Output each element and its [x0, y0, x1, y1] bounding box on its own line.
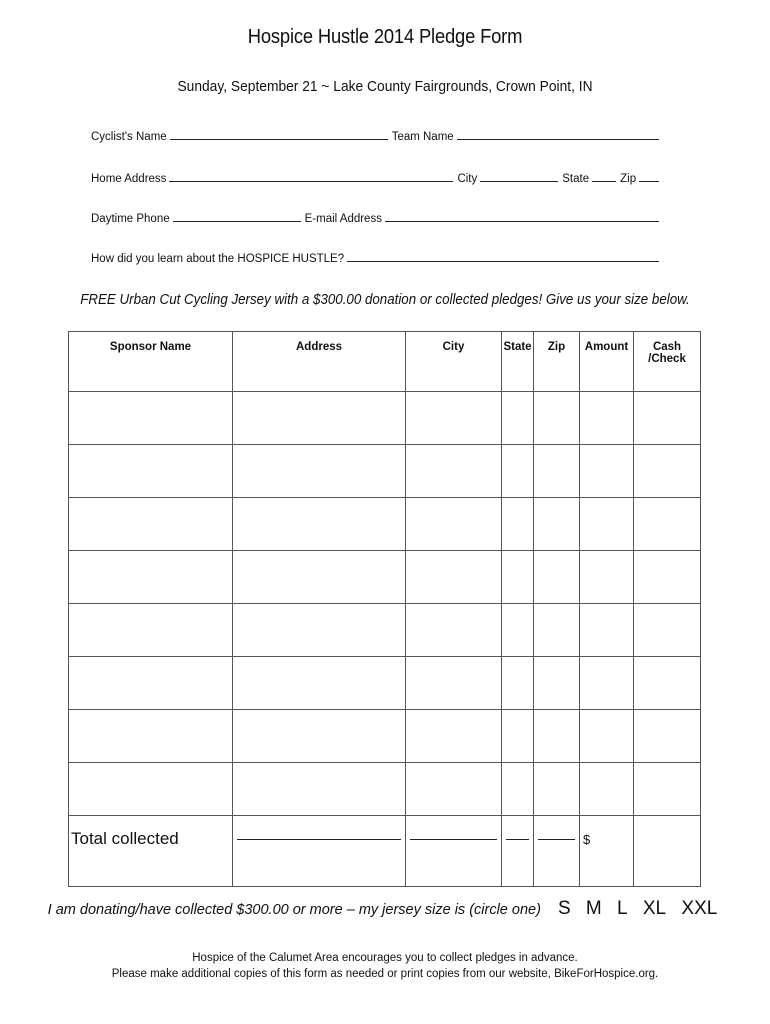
table-row — [69, 498, 701, 551]
cell-city[interactable] — [406, 498, 502, 551]
cell-amount[interactable] — [580, 604, 634, 657]
cell-cash-check[interactable] — [634, 763, 701, 816]
cell-sponsor-name[interactable] — [69, 604, 233, 657]
zip-field[interactable] — [639, 179, 659, 182]
cell-sponsor-name[interactable] — [69, 657, 233, 710]
col-state: State — [502, 332, 534, 392]
size-l[interactable]: L — [617, 898, 628, 919]
email-field[interactable] — [385, 219, 659, 222]
total-label: Total collected — [71, 829, 179, 848]
cell-state[interactable] — [502, 392, 534, 445]
total-city-blank[interactable] — [410, 839, 497, 840]
home-address-field[interactable] — [169, 179, 453, 182]
col-sponsor-name: Sponsor Name — [69, 332, 233, 392]
address-row — [91, 165, 663, 185]
col-address: Address — [233, 332, 406, 392]
cell-zip[interactable] — [534, 657, 580, 710]
cyclist-team-row — [91, 123, 663, 143]
cell-state[interactable] — [502, 551, 534, 604]
cell-city[interactable] — [406, 392, 502, 445]
cell-zip[interactable] — [534, 763, 580, 816]
footer — [0, 950, 770, 982]
contact-row — [91, 205, 663, 225]
cell-cash-check[interactable] — [634, 604, 701, 657]
cell-cash-check[interactable] — [634, 710, 701, 763]
state-label: State — [562, 173, 590, 185]
cell-sponsor-name[interactable] — [69, 392, 233, 445]
learn-row — [91, 245, 663, 265]
cell-zip[interactable] — [534, 551, 580, 604]
table-row — [69, 445, 701, 498]
cell-cash-check[interactable] — [634, 498, 701, 551]
table-row — [69, 392, 701, 445]
cell-amount[interactable] — [580, 657, 634, 710]
city-label: City — [457, 173, 478, 185]
email-label: E-mail Address — [304, 213, 382, 225]
col-amount: Amount — [580, 332, 634, 392]
cell-amount[interactable] — [580, 710, 634, 763]
size-m[interactable]: M — [585, 898, 602, 919]
cell-address[interactable] — [233, 498, 406, 551]
cell-address[interactable] — [233, 604, 406, 657]
cell-address[interactable] — [233, 657, 406, 710]
table-row — [69, 657, 701, 710]
size-xxl[interactable]: XXL — [681, 898, 718, 919]
table-header-row — [69, 332, 701, 392]
cell-amount[interactable] — [580, 392, 634, 445]
cell-sponsor-name[interactable] — [69, 551, 233, 604]
cell-state[interactable] — [502, 710, 534, 763]
team-name-field[interactable] — [457, 137, 659, 140]
jersey-statement: I am donating/have collected $300.00 or more – my jersey size is (circle one) — [47, 902, 541, 918]
cell-state[interactable] — [502, 657, 534, 710]
size-xl[interactable]: XL — [642, 898, 667, 919]
cell-sponsor-name[interactable] — [69, 710, 233, 763]
cell-zip[interactable] — [534, 392, 580, 445]
cell-cash-check[interactable] — [634, 551, 701, 604]
footer-line-2: Please make additional copies of this form as needed or print copies from our website, BikeForHospice.org. — [111, 968, 659, 980]
cell-city[interactable] — [406, 763, 502, 816]
cell-address[interactable] — [233, 392, 406, 445]
learn-field[interactable] — [347, 259, 659, 262]
cell-address[interactable] — [233, 551, 406, 604]
home-address-label: Home Address — [91, 173, 167, 185]
total-row — [69, 816, 701, 887]
cell-sponsor-name[interactable] — [69, 763, 233, 816]
team-name-label: Team Name — [391, 131, 454, 143]
cell-zip[interactable] — [534, 710, 580, 763]
cell-city[interactable] — [406, 710, 502, 763]
cell-address[interactable] — [233, 763, 406, 816]
cell-amount[interactable] — [580, 445, 634, 498]
cyclist-name-label: Cyclist's Name — [91, 131, 167, 143]
cell-state[interactable] — [502, 445, 534, 498]
cell-cash-check[interactable] — [634, 392, 701, 445]
cell-city[interactable] — [406, 551, 502, 604]
cell-city[interactable] — [406, 604, 502, 657]
daytime-phone-field[interactable] — [173, 219, 301, 222]
jersey-sizes — [553, 898, 722, 919]
cell-zip[interactable] — [534, 445, 580, 498]
cell-amount[interactable] — [580, 498, 634, 551]
col-zip: Zip — [534, 332, 580, 392]
total-amount-cell[interactable] — [580, 816, 634, 887]
zip-label: Zip — [620, 173, 637, 185]
city-field[interactable] — [480, 179, 558, 182]
cell-amount[interactable] — [580, 551, 634, 604]
daytime-phone-label: Daytime Phone — [91, 213, 170, 225]
cell-zip[interactable] — [534, 498, 580, 551]
table-row — [69, 604, 701, 657]
cell-address[interactable] — [233, 710, 406, 763]
dollar-sign: $ — [583, 831, 591, 847]
cell-cash-check[interactable] — [634, 657, 701, 710]
table-row — [69, 710, 701, 763]
cell-state[interactable] — [502, 763, 534, 816]
total-state-blank[interactable] — [506, 839, 529, 840]
col-cash-check: Cash /Check — [634, 332, 701, 392]
cell-city[interactable] — [406, 445, 502, 498]
form-title: Hospice Hustle 2014 Pledge Form — [247, 26, 523, 48]
cell-amount[interactable] — [580, 763, 634, 816]
form-subtitle: Sunday, September 21 ~ Lake County Fairgrounds, Crown Point, IN — [177, 78, 593, 95]
state-field[interactable] — [592, 179, 616, 182]
total-label-cell — [69, 816, 233, 887]
sponsor-rows — [69, 392, 701, 816]
cell-zip[interactable] — [534, 604, 580, 657]
footer-line-1: Hospice of the Calumet Area encourages you to collect pledges in advance. — [192, 952, 578, 964]
jersey-size-row — [0, 898, 770, 920]
size-s[interactable]: S — [557, 898, 571, 919]
cell-state[interactable] — [502, 498, 534, 551]
cyclist-name-field[interactable] — [170, 137, 388, 140]
total-zip-blank[interactable] — [538, 839, 575, 840]
table-row — [69, 551, 701, 604]
cell-state[interactable] — [502, 604, 534, 657]
learn-label: How did you learn about the HOSPICE HUSTLE? — [91, 253, 345, 265]
jersey-promo: FREE Urban Cut Cycling Jersey with a $300.00 donation or collected pledges! Give us your size below. — [80, 292, 690, 308]
table-row — [69, 763, 701, 816]
cell-sponsor-name[interactable] — [69, 498, 233, 551]
cell-address[interactable] — [233, 445, 406, 498]
cell-sponsor-name[interactable] — [69, 445, 233, 498]
col-city: City — [406, 332, 502, 392]
cell-cash-check[interactable] — [634, 445, 701, 498]
cell-city[interactable] — [406, 657, 502, 710]
sponsor-table — [68, 331, 701, 887]
total-address-blank[interactable] — [237, 839, 401, 840]
total-cash-check-cell[interactable] — [634, 816, 701, 887]
